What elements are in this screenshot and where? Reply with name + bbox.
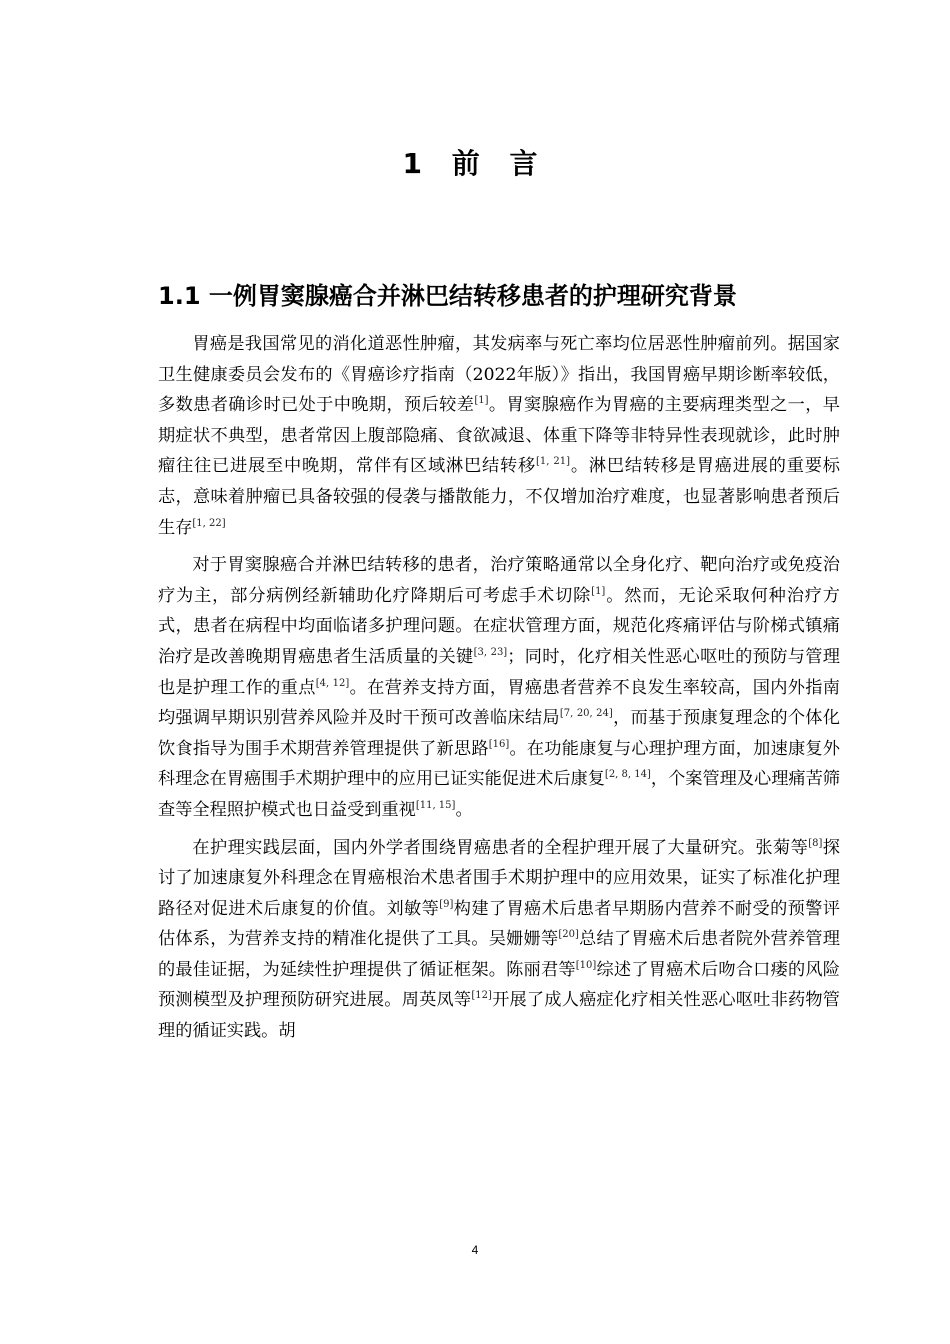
paragraph xyxy=(158,329,840,543)
paragraph xyxy=(158,833,840,1047)
text-run: 胃癌是我国常见的消化道恶性肿瘤，其发病率与死亡率均位居恶性肿瘤前列。据国家卫生健康委员会发布的《胃癌诊疗指南（2022年版）》指出，我国胃癌早期诊断率较低，多数患者确诊时已处于中晚期，预后较差 xyxy=(158,334,840,416)
citation-ref: [8] xyxy=(808,837,823,849)
text-run: 。在功能康复与心理护理方面，加速康复外科理念在胃癌围手术期护理中的应用已证实能促进术后康复 xyxy=(158,738,840,790)
citation-ref: [11, 15] xyxy=(415,799,456,811)
section-title: 1.1 一例胃窦腺癌合并淋巴结转移患者的护理研究背景 xyxy=(158,282,737,310)
citation-ref: [1] xyxy=(474,395,489,407)
text-run: 探讨了加速康复外科理念在胃癌根治术患者围手术期护理中的应用效果，证实了标准化护理路径对促进术后康复的价值。刘敏等 xyxy=(158,837,840,919)
citation-ref: [9] xyxy=(439,898,454,910)
citation-ref: [16] xyxy=(488,738,510,750)
page-number: 4 xyxy=(471,1243,479,1257)
text-run: 。然而，无论采取何种治疗方式，患者在病程中均面临诸多护理问题。在症状管理方面，规范化疼痛评估与阶梯式镇痛治疗是改善晚期胃癌患者生活质量的关键 xyxy=(158,585,840,667)
citation-ref: [3, 23] xyxy=(473,646,508,658)
citation-ref: [4, 12] xyxy=(315,677,350,689)
citation-ref: [1, 22] xyxy=(192,517,226,529)
citation-ref: [1, 21] xyxy=(535,456,571,468)
text-run: ，而基于预康复理念的个体化饮食指导为围手术期营养管理提供了新思路 xyxy=(158,708,840,759)
paragraph xyxy=(158,550,840,825)
text-run: 综述了胃癌术后吻合口瘘的风险预测模型及护理预防研究进展。周英凤等 xyxy=(158,959,840,1011)
chapter-title: 1 前 言 xyxy=(402,147,548,180)
text-run: 。在营养支持方面，胃癌患者营养不良发生率较高，国内外指南均强调早期识别营养风险并及时干预可改善临床结局 xyxy=(158,677,840,729)
text-run: 。淋巴结转移是胃癌进展的重要标志，意味着肿瘤已具备较强的侵袭与播散能力，不仅增加治疗难度，也显著影响患者预后生存 xyxy=(158,456,840,538)
citation-ref: [20] xyxy=(558,929,579,941)
citation-ref: [7, 20, 24] xyxy=(559,708,613,720)
text-run: 。胃窦腺癌作为胃癌的主要病理类型之一，早期症状不典型，患者常因上腹部隐痛、食欲减退、体重下降等非特异性表现就诊，此时肿瘤往往已进展至中晚期，常伴有区域淋巴结转移 xyxy=(158,395,840,477)
citation-ref: [2, 8, 14] xyxy=(604,769,651,781)
citation-ref: [10] xyxy=(575,959,597,971)
text-run: 在护理实践层面，国内外学者围绕胃癌患者的全程护理开展了大量研究。张菊等 xyxy=(192,837,809,858)
text-run: ；同时，化疗相关性恶心呕吐的预防与管理也是护理工作的重点 xyxy=(158,646,840,698)
citation-ref: [12] xyxy=(471,990,492,1002)
citation-ref: [1] xyxy=(591,585,606,597)
text-run: 开展了成人癌症化疗相关性恶心呕吐非药物管理的循证实践。胡 xyxy=(158,990,840,1042)
text-run: 。 xyxy=(455,799,473,820)
text-run: ，个案管理及心理痛苦筛查等全程照护模式也日益受到重视 xyxy=(158,769,840,820)
text-run: 总结了胃癌术后患者院外营养管理的最佳证据，为延续性护理提供了循证框架。陈丽君等 xyxy=(158,929,840,980)
text-run: 对于胃窦腺癌合并淋巴结转移的患者，治疗策略通常以全身化疗、靶向治疗或免疫治疗为主，部分病例经新辅助化疗降期后可考虑手术切除 xyxy=(158,555,840,606)
text-run: 构建了胃癌术后患者早期肠内营养不耐受的预警评估体系，为营养支持的精准化提供了工具。吴姗姗等 xyxy=(158,898,840,950)
body-text xyxy=(158,329,840,1054)
